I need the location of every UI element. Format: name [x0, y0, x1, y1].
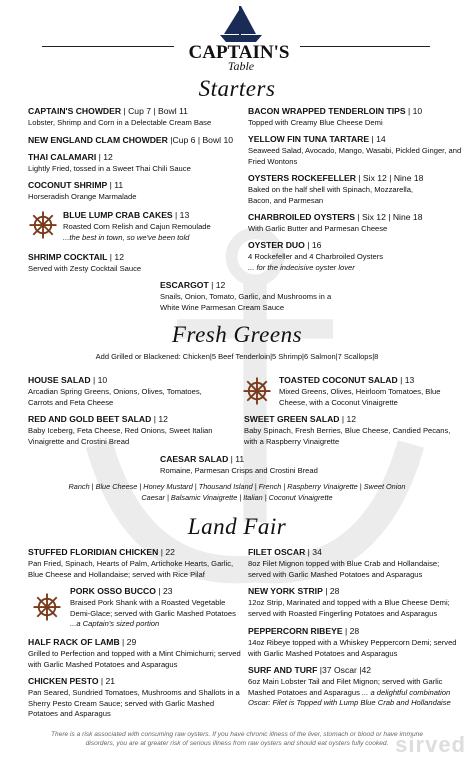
menu-item-clam-chowder: NEW ENGLAND CLAM CHOWDER |Cup 6 | Bowl 10: [28, 135, 234, 145]
menu-item-pork-osso-bucco: PORK OSSO BUCCO | 23 Braised Pork Shank with a Roasted Vegetable Demi-Glace; served with Garlic Mashed Potatoes ...a Captain's sized portion: [70, 586, 236, 628]
dressings-line-2: Caesar | Balsamic Vinaigrette | Italian | Coconut Vinaigrette: [141, 493, 333, 502]
logo-name: CAPTAIN'S: [188, 42, 290, 63]
menu-item-crab-cakes: BLUE LUMP CRAB CAKES | 13 Roasted Corn Relish and Cajun Remoulade ...the best in town, so we've been told: [63, 210, 211, 242]
menu-item-captains-chowder: CAPTAIN'S CHOWDER | Cup 7 | Bowl 11 Lobster, Shrimp and Corn in a Delectable Cream Base: [28, 106, 212, 127]
menu-item-oysters-rockefeller: OYSTERS ROCKEFELLER | Six 12 | Nine 18 Baked on the half shell with Spinach, Mozzarella, Bacon, and Parmesan: [248, 173, 424, 205]
header-rule-left: [42, 46, 174, 47]
ships-wheel-icon: [242, 376, 272, 406]
section-title-land-fair: Land Fair: [187, 514, 287, 539]
menu-item-peppercorn-ribeye: PEPPERCORN RIBEYE | 28 14oz Ribeye topped with a Whiskey Peppercorn Demi; served with Garlic Mashed Potatoes and Asparagus: [248, 626, 457, 658]
menu-item-charbroiled-oysters: CHARBROILED OYSTERS | Six 12 | Nine 18 With Garlic Butter and Parmesan Cheese: [248, 212, 423, 233]
menu-item-caesar-salad: CAESAR SALAD | 11 Romaine, Parmesan Crisps and Crostini Bread: [160, 454, 318, 475]
menu-item-rack-of-lamb: HALF RACK OF LAMB | 29 Grilled to Perfection and topped with a Mint Chimichurri; served with Garlic Mashed Potatoes and Asparagus: [28, 637, 241, 669]
ships-wheel-icon: [28, 210, 58, 240]
menu-item-bacon-tips: BACON WRAPPED TENDERLOIN TIPS | 10 Topped with Creamy Blue Cheese Demi: [248, 106, 423, 127]
menu-item-house-salad: HOUSE SALAD | 10 Arcadian Spring Greens, Onions, Olives, Tomatoes, Carrots and Feta Cheese: [28, 375, 202, 407]
menu-item-escargot: ESCARGOT | 12 Snails, Onion, Tomato, Garlic, and Mushrooms in a White Wine Parmesan Cream Sauce: [160, 280, 332, 312]
menu-item-surf-and-turf: SURF AND TURF |37 Oscar |42 6oz Main Lobster Tail and Filet Mignon; served with Garlic Mashed Potatoes and Asparagus ... a delightful combination Oscar: Filet is Topped with Lump Blue Crab and Hollandaise: [248, 665, 451, 707]
watermark-text: sirved: [395, 732, 466, 757]
menu-item-chicken-pesto: CHICKEN PESTO | 21 Pan Seared, Sundried Tomatoes, Mushrooms and Shallots in a Sherry Pesto Cream Sauce; served with Garlic Mashed Potatoes and Asparagus: [28, 676, 240, 718]
menu-item-coconut-shrimp: COCONUT SHRIMP | 11 Horseradish Orange Marmalade: [28, 180, 137, 201]
restaurant-logo: [184, 4, 294, 76]
ships-wheel-icon: [32, 592, 62, 622]
menu-item-thai-calamari: THAI CALAMARI | 12 Lightly Fried, tossed in a Sweet Thai Chili Sauce: [28, 152, 191, 173]
menu-item-filet-oscar: FILET OSCAR | 34 8oz Filet Mignon topped with Blue Crab and Hollandaise; served with Garlic Mashed Potatoes and Asparagus: [248, 547, 440, 579]
menu-item-shrimp-cocktail: SHRIMP COCKTAIL | 12 Served with Zesty Cocktail Sauce: [28, 252, 142, 273]
menu-item-ny-strip: NEW YORK STRIP | 28 12oz Strip, Marinated and topped with a Blue Cheese Demi; served with Roasted Fingerling Potatoes and Asparagus: [248, 586, 450, 618]
menu-item-oyster-duo: OYSTER DUO | 16 4 Rockefeller and 4 Charbroiled Oysters ... for the indecisive oyster lover: [248, 240, 384, 272]
header-rule-right: [300, 46, 430, 47]
menu-item-stuffed-chicken: STUFFED FLORIDIAN CHICKEN | 22 Pan Fried, Spinach, Hearts of Palm, Artichoke Hearts, Garlic, Blue Cheese and Hollandaise; served with Rice Pilaf: [28, 547, 234, 579]
menu-item-toasted-coconut-salad: TOASTED COCONUT SALAD | 13 Mixed Greens, Olives, Heirloom Tomatoes, Blue Cheese, with a Coconut Vinaigrette: [279, 375, 441, 407]
menu-item-tuna-tartare: YELLOW FIN TUNA TARTARE | 14 Seaweed Salad, Avocado, Mango, Wasabi, Pickled Ginger, and Fried Wontons: [248, 134, 462, 166]
menu-item-beet-salad: RED AND GOLD BEET SALAD | 12 Baby Iceberg, Feta Cheese, Red Onions, Sweet Italian Vinaigrette and Crostini Bread: [28, 414, 213, 446]
logo-sub: Table: [227, 59, 255, 73]
dressings-line-1: Ranch | Blue Cheese | Honey Mustard | Thousand Island | French | Raspberry Vinaigrette | Sweet Onion: [68, 482, 406, 491]
raw-oyster-disclaimer: There is a risk associated with consuming raw oysters. If you have chronic illness of the liver, stomach or blood or have immune disorders, you are at greater risk of serious illness from raw oysters and should eat oysters fully cooked.: [51, 731, 423, 747]
menu-item-sweet-green-salad: SWEET GREEN SALAD | 12 Baby Spinach, Fresh Berries, Blue Cheese, Candied Pecans, with a Raspberry Vinaigrette: [244, 414, 451, 446]
salad-addons: Add Grilled or Blackened: Chicken|5 Beef Tenderloin|5 Shrimp|6 Salmon|7 Scallops|8: [95, 352, 379, 361]
section-title-fresh-greens: Fresh Greens: [171, 322, 303, 347]
ship-icon: [184, 4, 294, 76]
section-title-starters: Starters: [198, 76, 276, 101]
